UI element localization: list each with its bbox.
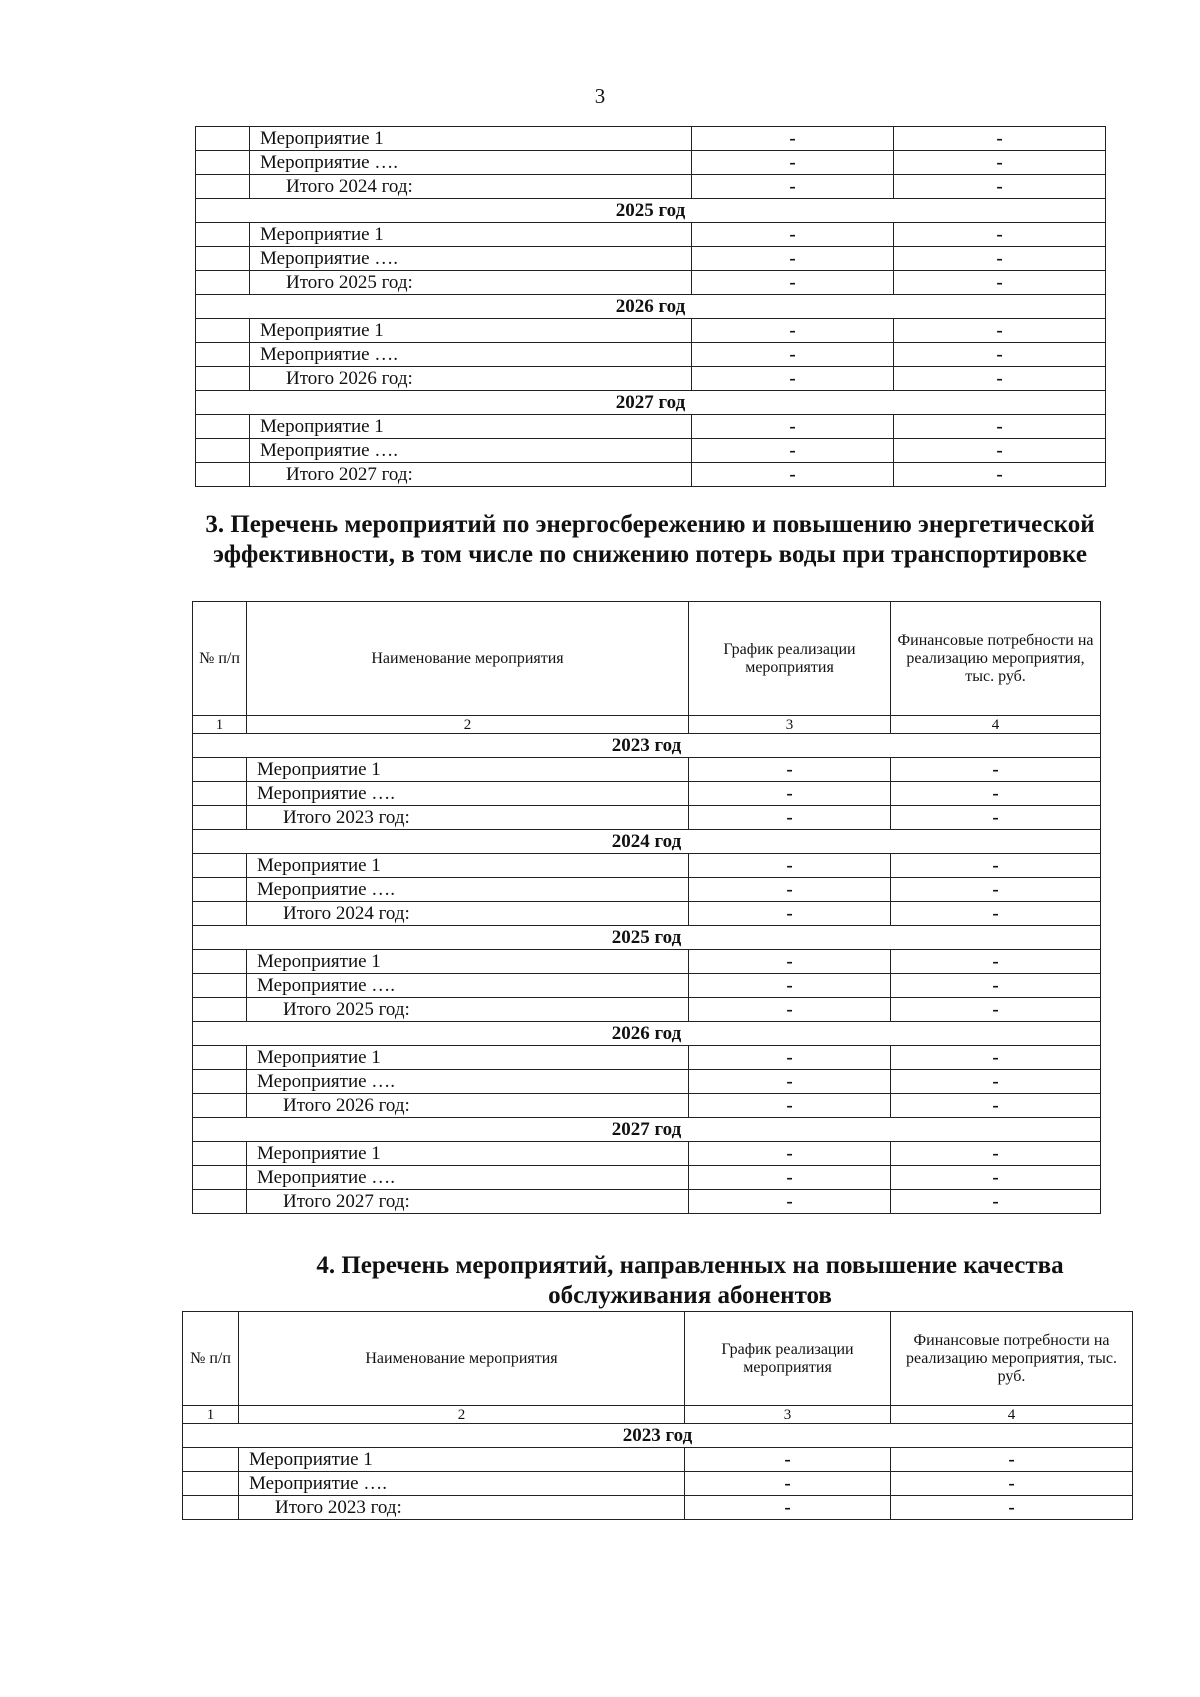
year-heading: 2026 год <box>196 295 1106 319</box>
number-cell <box>196 367 250 391</box>
event-name: Мероприятие 1 <box>247 1046 689 1070</box>
schedule-cell: - <box>692 439 894 463</box>
schedule-cell: - <box>692 415 894 439</box>
finance-cell: - <box>891 854 1101 878</box>
total-row <box>193 806 1101 830</box>
year-row <box>193 1022 1101 1046</box>
finance-cell: - <box>894 247 1106 271</box>
table-row <box>196 439 1106 463</box>
total-row <box>196 367 1106 391</box>
event-name: Мероприятие …. <box>247 1070 689 1094</box>
total-row <box>196 463 1106 487</box>
schedule-cell: - <box>685 1448 891 1472</box>
schedule-cell: - <box>689 1046 891 1070</box>
finance-cell: - <box>894 151 1106 175</box>
number-cell <box>196 151 250 175</box>
number-cell <box>183 1448 239 1472</box>
event-name: Мероприятие 1 <box>247 758 689 782</box>
table-row <box>193 950 1101 974</box>
finance-cell: - <box>891 1448 1133 1472</box>
finance-cell: - <box>894 343 1106 367</box>
event-name: Мероприятие …. <box>239 1472 685 1496</box>
total-row <box>196 271 1106 295</box>
finance-cell: - <box>891 998 1101 1022</box>
finance-cell: - <box>894 271 1106 295</box>
finance-cell: - <box>894 439 1106 463</box>
event-name: Мероприятие …. <box>247 782 689 806</box>
total-row <box>183 1496 1133 1520</box>
schedule-cell: - <box>689 782 891 806</box>
number-cell <box>196 415 250 439</box>
schedule-cell: - <box>689 998 891 1022</box>
total-row <box>193 1190 1101 1214</box>
finance-cell: - <box>894 175 1106 199</box>
header-schedule: График реализации мероприятия <box>689 602 891 716</box>
year-heading: 2023 год <box>183 1424 1133 1448</box>
total-row <box>196 175 1106 199</box>
year-row <box>196 295 1106 319</box>
schedule-cell: - <box>692 247 894 271</box>
column-number-4: 4 <box>891 716 1101 734</box>
event-name: Мероприятие 1 <box>247 1142 689 1166</box>
total-row <box>193 998 1101 1022</box>
event-name: Мероприятие 1 <box>250 319 692 343</box>
column-number-3: 3 <box>685 1406 891 1424</box>
year-heading: 2025 год <box>193 926 1101 950</box>
total-label: Итого 2023 год: <box>239 1496 685 1520</box>
number-cell <box>196 271 250 295</box>
number-cell <box>196 463 250 487</box>
table-row <box>183 1448 1133 1472</box>
event-name: Мероприятие 1 <box>250 223 692 247</box>
schedule-cell: - <box>685 1496 891 1520</box>
table-row <box>196 343 1106 367</box>
event-name: Мероприятие …. <box>247 974 689 998</box>
schedule-cell: - <box>692 367 894 391</box>
schedule-cell: - <box>689 806 891 830</box>
total-row <box>193 1094 1101 1118</box>
finance-cell: - <box>894 367 1106 391</box>
event-name: Мероприятие …. <box>250 247 692 271</box>
schedule-cell: - <box>689 1142 891 1166</box>
schedule-cell: - <box>692 175 894 199</box>
year-row <box>193 830 1101 854</box>
table-row <box>183 1472 1133 1496</box>
finance-cell: - <box>891 878 1101 902</box>
number-cell <box>196 127 250 151</box>
total-label: Итого 2024 год: <box>250 175 692 199</box>
total-label: Итого 2026 год: <box>250 367 692 391</box>
number-cell <box>183 1472 239 1496</box>
header-number: № п/п <box>193 602 247 716</box>
page-number: 3 <box>594 84 606 108</box>
total-label: Итого 2026 год: <box>247 1094 689 1118</box>
table-row <box>193 1070 1101 1094</box>
table-row <box>196 319 1106 343</box>
number-cell <box>193 998 247 1022</box>
year-row <box>196 391 1106 415</box>
schedule-cell: - <box>689 878 891 902</box>
number-cell <box>193 974 247 998</box>
total-label: Итого 2025 год: <box>247 998 689 1022</box>
event-name: Мероприятие 1 <box>247 854 689 878</box>
table-row <box>193 758 1101 782</box>
table-row <box>193 1046 1101 1070</box>
section-3-title: 3. Перечень мероприятий по энергосбережению и повышению энергетической эффективности, в том числе по снижению потерь воды при транспортировке <box>205 511 1095 568</box>
finance-cell: - <box>891 1190 1101 1214</box>
number-cell <box>193 950 247 974</box>
schedule-cell: - <box>692 271 894 295</box>
number-cell <box>196 319 250 343</box>
number-cell <box>193 1070 247 1094</box>
schedule-cell: - <box>689 1166 891 1190</box>
number-cell <box>193 854 247 878</box>
table-row <box>193 974 1101 998</box>
year-row <box>183 1424 1133 1448</box>
column-number-1: 1 <box>193 716 247 734</box>
event-name: Мероприятие …. <box>250 343 692 367</box>
number-cell <box>193 902 247 926</box>
year-heading: 2026 год <box>193 1022 1101 1046</box>
number-cell <box>183 1496 239 1520</box>
number-cell <box>193 758 247 782</box>
finance-cell: - <box>891 950 1101 974</box>
number-cell <box>196 343 250 367</box>
finance-cell: - <box>894 319 1106 343</box>
table-row <box>193 878 1101 902</box>
section-4-title: 4. Перечень мероприятий, направленных на повышение качества обслуживания абонентов <box>316 1252 1064 1309</box>
column-number-1: 1 <box>183 1406 239 1424</box>
number-cell <box>193 1094 247 1118</box>
total-label: Итого 2027 год: <box>247 1190 689 1214</box>
schedule-cell: - <box>692 319 894 343</box>
finance-cell: - <box>894 415 1106 439</box>
total-row <box>193 902 1101 926</box>
total-label: Итого 2023 год: <box>247 806 689 830</box>
event-name: Мероприятие 1 <box>250 127 692 151</box>
event-name: Мероприятие 1 <box>250 415 692 439</box>
events-table-continued <box>195 126 1106 487</box>
finance-cell: - <box>894 463 1106 487</box>
table-row <box>196 151 1106 175</box>
number-cell <box>193 878 247 902</box>
schedule-cell: - <box>689 758 891 782</box>
schedule-cell: - <box>692 463 894 487</box>
header-schedule: График реализации мероприятия <box>685 1312 891 1406</box>
number-cell <box>193 1142 247 1166</box>
schedule-cell: - <box>689 950 891 974</box>
year-row <box>196 199 1106 223</box>
finance-cell: - <box>891 974 1101 998</box>
header-event-name: Наименование мероприятия <box>239 1312 685 1406</box>
number-cell <box>193 782 247 806</box>
event-name: Мероприятие …. <box>247 878 689 902</box>
table-row <box>196 223 1106 247</box>
customer-service-events-table <box>182 1311 1133 1520</box>
schedule-cell: - <box>689 854 891 878</box>
table-row <box>196 415 1106 439</box>
header-event-name: Наименование мероприятия <box>247 602 689 716</box>
schedule-cell: - <box>692 151 894 175</box>
event-name: Мероприятие 1 <box>247 950 689 974</box>
schedule-cell: - <box>689 1070 891 1094</box>
finance-cell: - <box>891 1472 1133 1496</box>
table-row <box>196 247 1106 271</box>
column-number-4: 4 <box>891 1406 1133 1424</box>
table-row <box>193 1166 1101 1190</box>
number-cell <box>193 1046 247 1070</box>
finance-cell: - <box>891 1496 1133 1520</box>
finance-cell: - <box>891 1094 1101 1118</box>
energy-saving-events-table <box>192 601 1101 1214</box>
event-name: Мероприятие …. <box>247 1166 689 1190</box>
table-row <box>193 854 1101 878</box>
finance-cell: - <box>891 1070 1101 1094</box>
year-row <box>193 926 1101 950</box>
schedule-cell: - <box>689 1190 891 1214</box>
total-label: Итого 2024 год: <box>247 902 689 926</box>
event-name: Мероприятие 1 <box>239 1448 685 1472</box>
number-cell <box>193 1190 247 1214</box>
header-number: № п/п <box>183 1312 239 1406</box>
table-row <box>193 1142 1101 1166</box>
event-name: Мероприятие …. <box>250 151 692 175</box>
year-heading: 2023 год <box>193 734 1101 758</box>
table-row <box>196 127 1106 151</box>
number-cell <box>196 223 250 247</box>
total-label: Итого 2025 год: <box>250 271 692 295</box>
year-heading: 2024 год <box>193 830 1101 854</box>
finance-cell: - <box>894 223 1106 247</box>
number-cell <box>196 175 250 199</box>
year-heading: 2027 год <box>193 1118 1101 1142</box>
year-heading: 2027 год <box>196 391 1106 415</box>
year-row <box>193 1118 1101 1142</box>
schedule-cell: - <box>692 343 894 367</box>
year-row <box>193 734 1101 758</box>
schedule-cell: - <box>689 974 891 998</box>
schedule-cell: - <box>685 1472 891 1496</box>
finance-cell: - <box>891 1046 1101 1070</box>
year-heading: 2025 год <box>196 199 1106 223</box>
schedule-cell: - <box>689 1094 891 1118</box>
column-number-2: 2 <box>239 1406 685 1424</box>
header-finance: Финансовые потребности на реализацию мероприятия, тыс. руб. <box>891 602 1101 716</box>
header-finance: Финансовые потребности на реализацию мероприятия, тыс. руб. <box>891 1312 1133 1406</box>
finance-cell: - <box>891 758 1101 782</box>
schedule-cell: - <box>692 223 894 247</box>
total-label: Итого 2027 год: <box>250 463 692 487</box>
number-cell <box>196 247 250 271</box>
number-cell <box>196 439 250 463</box>
finance-cell: - <box>891 902 1101 926</box>
number-cell <box>193 806 247 830</box>
schedule-cell: - <box>689 902 891 926</box>
finance-cell: - <box>891 1142 1101 1166</box>
schedule-cell: - <box>692 127 894 151</box>
finance-cell: - <box>891 806 1101 830</box>
finance-cell: - <box>894 127 1106 151</box>
column-number-2: 2 <box>247 716 689 734</box>
finance-cell: - <box>891 1166 1101 1190</box>
event-name: Мероприятие …. <box>250 439 692 463</box>
number-cell <box>193 1166 247 1190</box>
column-number-3: 3 <box>689 716 891 734</box>
finance-cell: - <box>891 782 1101 806</box>
table-row <box>193 782 1101 806</box>
